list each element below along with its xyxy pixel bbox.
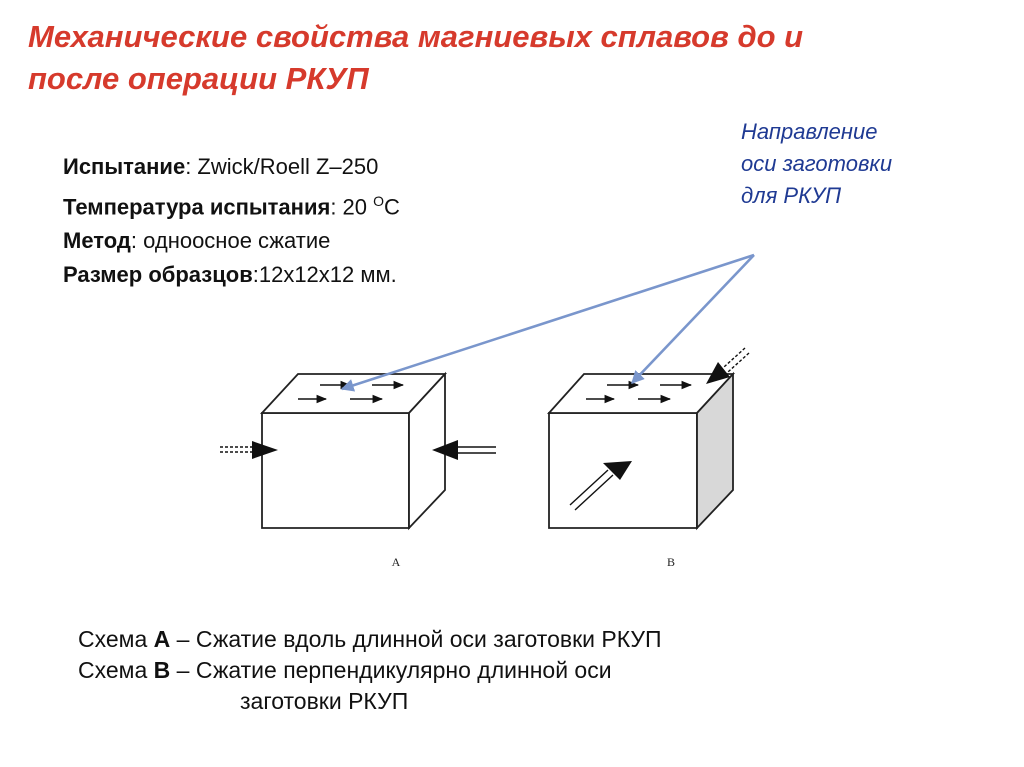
cube-a [262, 374, 445, 528]
caption-scheme-a: Схема А – Сжатие вдоль длинной оси заготовки РКУП [78, 626, 662, 652]
direction-label-line-1: Направление [741, 119, 878, 144]
cube-b [549, 374, 733, 528]
spec-size-label: Размер образцов [63, 262, 253, 288]
spec-test-label: Испытание [63, 154, 186, 179]
cube-a-label: A [391, 555, 401, 569]
scheme-captions [78, 624, 662, 717]
caption-scheme-b-letter: В [153, 657, 171, 683]
pointer-arrow-to-cube-a [342, 255, 754, 389]
spec-temperature-label: Температура испытания [63, 194, 331, 220]
caption-scheme-b-continued: заготовки РКУП [240, 688, 409, 714]
spec-temperature-unit: C [384, 194, 400, 220]
spec-temperature-value: : 20 [330, 194, 374, 220]
spec-method-label: Метод [63, 228, 131, 254]
spec-size-value: :12x12x12 мм. [252, 262, 397, 288]
cube-a-front-face [262, 413, 409, 528]
direction-label-line-2: оси заготовки [741, 151, 893, 176]
spec-temperature-degree: O [373, 193, 385, 209]
spec-method-value: : одноосное сжатие [130, 228, 331, 254]
caption-scheme-b: Схема В – Сжатие перпендикулярно длинной оси [78, 657, 612, 683]
title-line-1: Механические свойства магниевых сплавов до и [28, 19, 804, 54]
spec-test-value: : Zwick/Roell Z–250 [185, 154, 379, 179]
title-line-2: после операции РКУП [28, 61, 369, 96]
direction-pointer-arrows [342, 255, 754, 389]
direction-label-line-3: для РКУП [741, 183, 842, 208]
caption-scheme-a-letter: А [153, 626, 171, 652]
cube-b-label: B [666, 555, 676, 569]
